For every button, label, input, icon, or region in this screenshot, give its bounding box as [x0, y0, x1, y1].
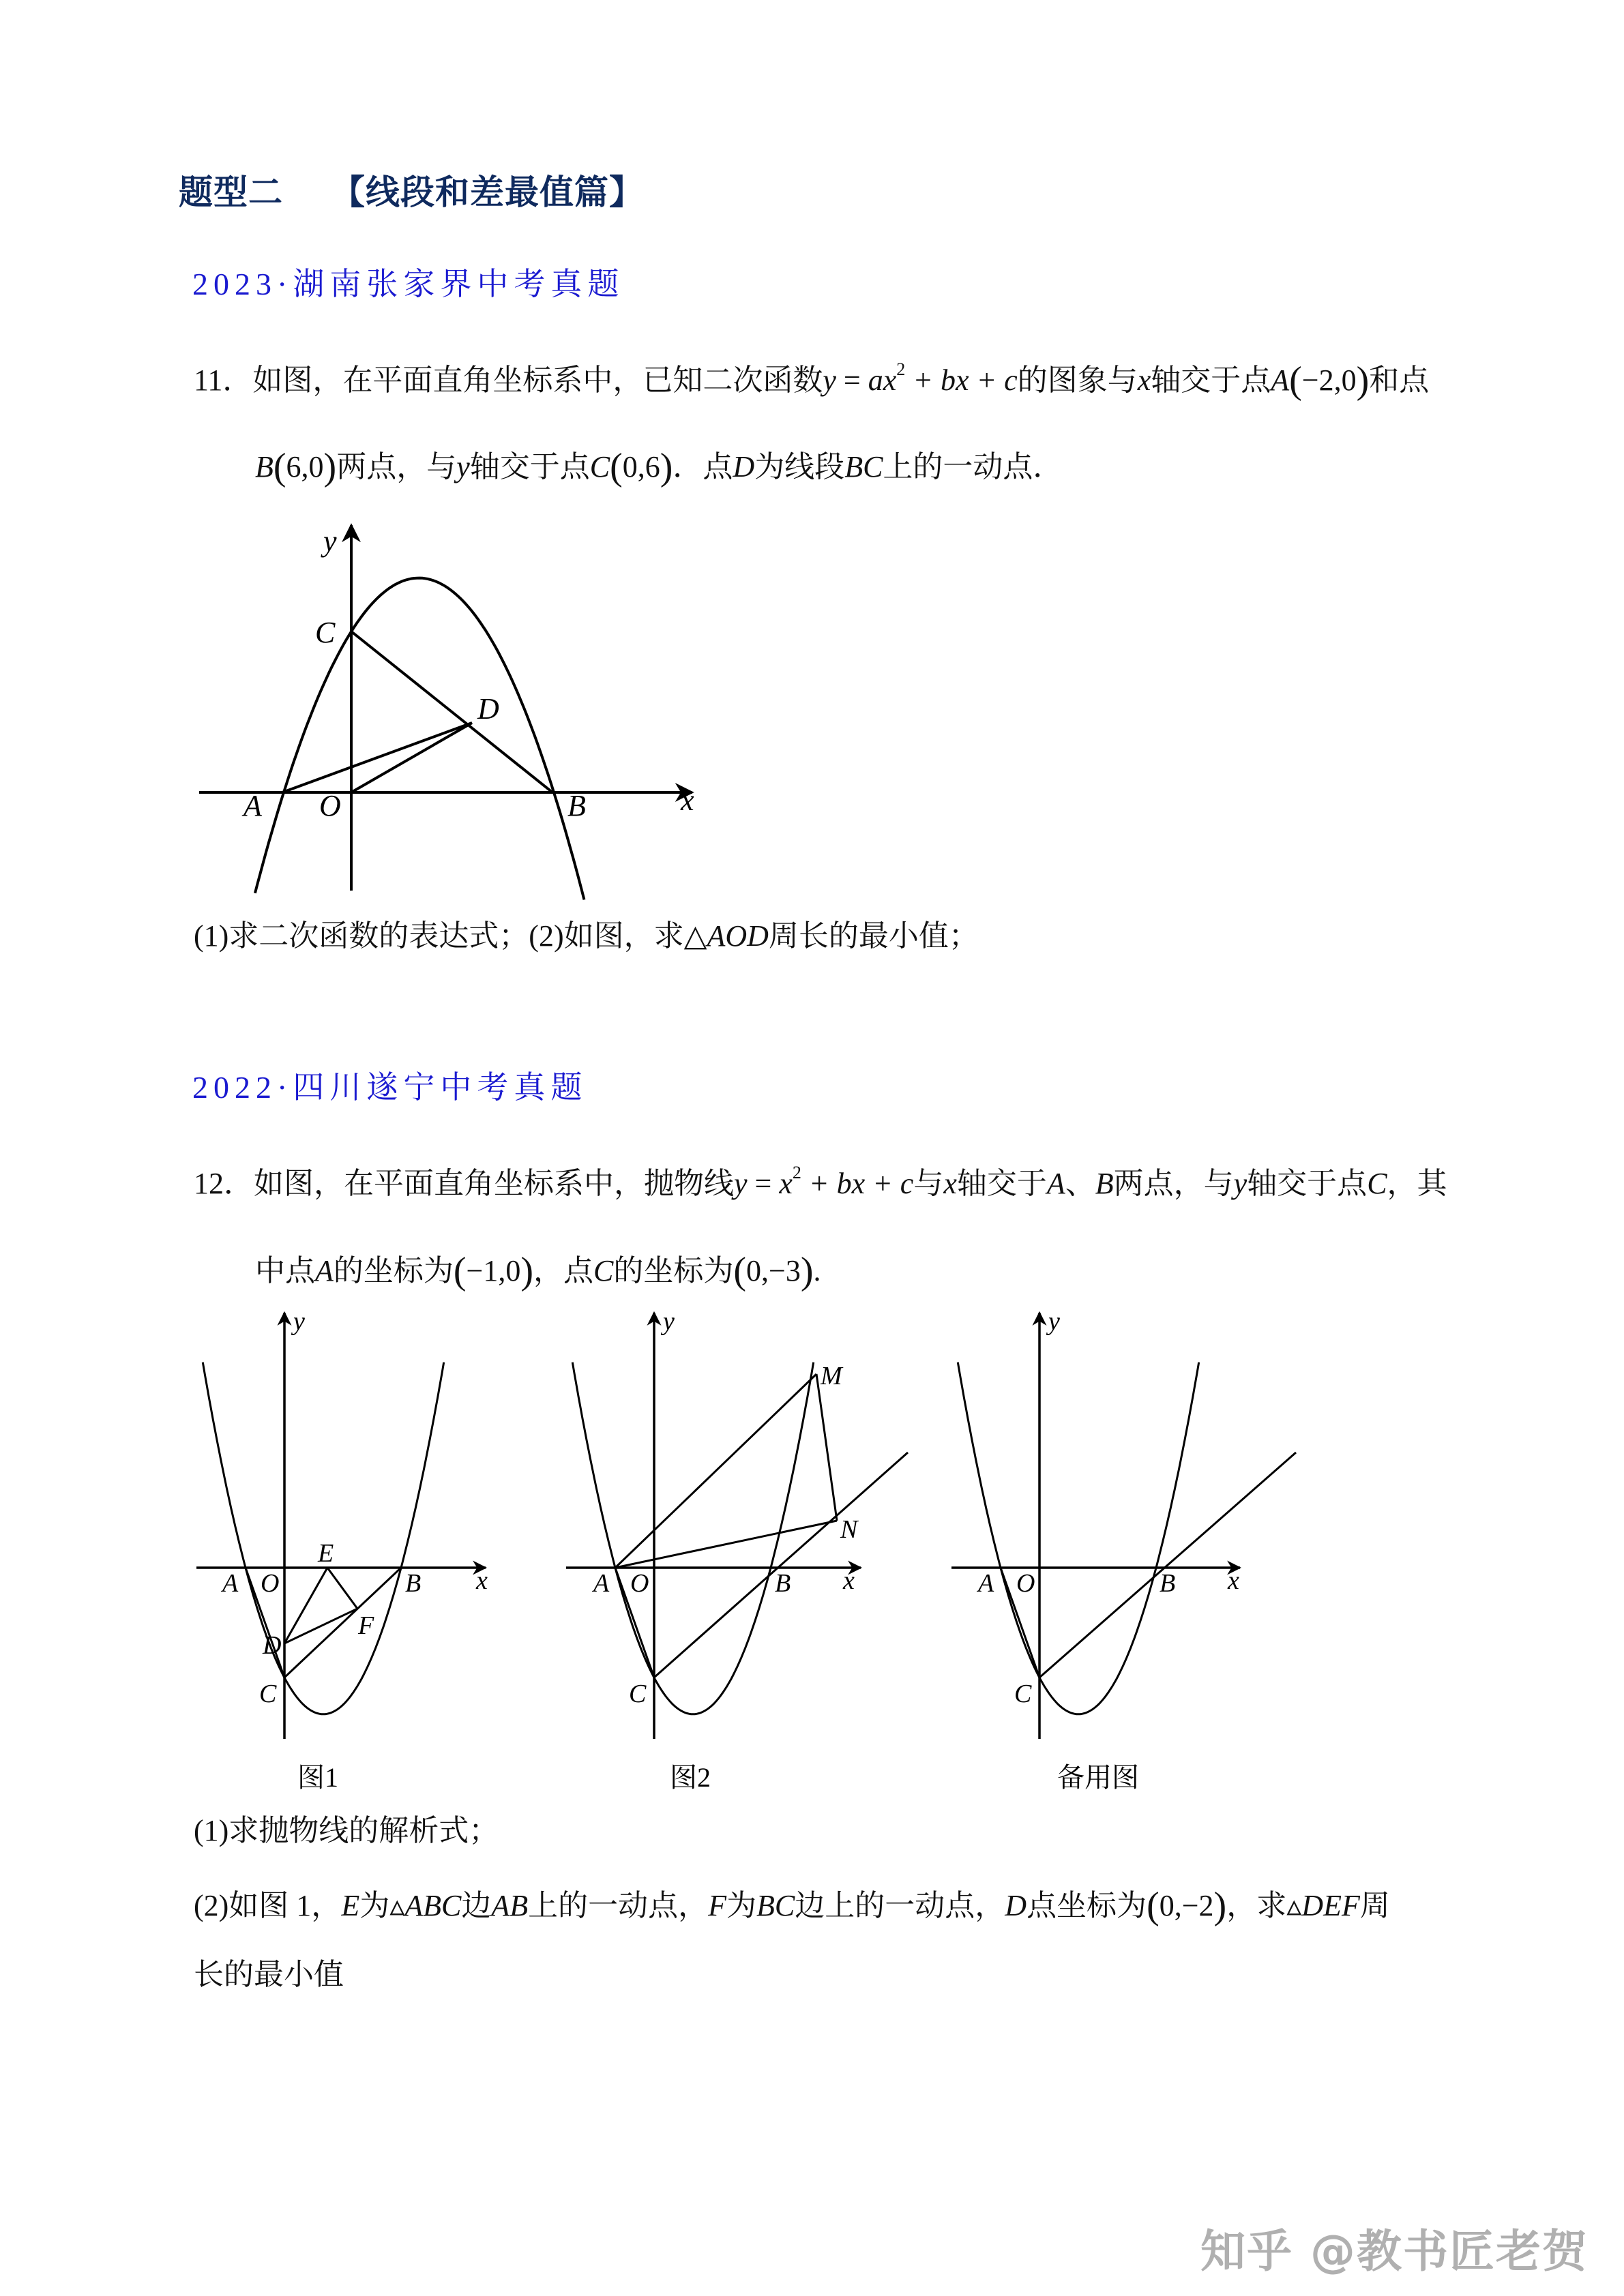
math-exponent: 2: [896, 359, 906, 379]
text: 上的一动点，: [528, 1889, 709, 1922]
paren-close: ): [660, 446, 673, 488]
math-equals: =: [747, 1167, 780, 1200]
point-A: A: [315, 1254, 334, 1287]
problem-11-source: 2023·湖南张家界中考真题: [192, 267, 625, 301]
label-B: B: [775, 1569, 791, 1598]
segment-BC: [284, 1568, 401, 1678]
label-O: O: [630, 1569, 649, 1598]
coord-A: −1,0: [466, 1254, 521, 1287]
label-D: D: [263, 1631, 282, 1660]
problem-11-figure: [0, 0, 1624, 955]
text: (1)求二次函数的表达式；(2)如图，求: [194, 919, 684, 953]
triangle-AOD: AOD: [707, 919, 769, 953]
label-B: B: [405, 1569, 422, 1598]
math-y: y: [1233, 1167, 1247, 1200]
section-type: 题型二: [179, 173, 283, 212]
text: 和点: [1369, 363, 1430, 397]
math-y: y: [823, 363, 836, 397]
text: 周长的最小值；: [768, 919, 979, 953]
math-y: y: [456, 450, 470, 483]
problem-12-source: 2022·四川遂宁中考真题: [192, 1070, 588, 1105]
math-y: y: [734, 1167, 748, 1200]
paren-open: (: [1289, 359, 1302, 402]
label-x: x: [476, 1566, 488, 1595]
math-ax: ax: [868, 363, 897, 397]
text: .: [813, 1254, 821, 1287]
coord-C: 0,−3: [746, 1254, 801, 1287]
text: ，求: [1226, 1889, 1287, 1922]
point-D: D: [733, 450, 755, 483]
label-y: y: [663, 1307, 675, 1336]
label-x: x: [843, 1566, 855, 1595]
text: 、: [1065, 1167, 1095, 1200]
label-y: y: [1048, 1307, 1060, 1336]
math-rest: + bx + c: [801, 1167, 914, 1200]
section-topic: 【线段和差最值篇】: [331, 173, 644, 212]
text: 的坐标为: [333, 1254, 454, 1287]
text: 中点: [255, 1254, 315, 1287]
label-A: A: [593, 1569, 610, 1598]
label-A: A: [222, 1569, 239, 1598]
segment-AB: AB: [491, 1889, 529, 1922]
text: 为: [359, 1889, 390, 1922]
paren-open: (: [610, 446, 623, 488]
label-E: E: [318, 1539, 334, 1568]
segment-AD: [282, 723, 472, 792]
triangle-ABC: ▵ABC: [389, 1889, 462, 1922]
paren-open: (: [453, 1250, 467, 1292]
math-x: x: [943, 1167, 957, 1200]
label-N: N: [840, 1515, 858, 1544]
label-y: y: [323, 524, 337, 558]
caption-figure-spare: 备用图: [1057, 1762, 1139, 1793]
problem-12-question-1: (1)求抛物线的解析式；: [194, 1814, 499, 1847]
point-A: A: [1046, 1167, 1065, 1200]
text: 为: [726, 1889, 757, 1922]
text: 与: [913, 1167, 944, 1200]
segment-AM: [615, 1374, 816, 1568]
text: ，其: [1387, 1167, 1447, 1200]
math-equals: =: [836, 363, 868, 397]
label-C: C: [629, 1680, 647, 1708]
label-A: A: [243, 789, 262, 822]
segment-BC: BC: [756, 1889, 795, 1922]
line-CB-extended: [654, 1452, 908, 1678]
figure-2: [566, 1307, 908, 1793]
problem-12-line-1: [194, 1163, 1447, 1204]
text: 两点，与: [336, 450, 457, 483]
point-C: C: [593, 1254, 614, 1287]
triangle-symbol: △: [683, 919, 707, 953]
label-A: A: [978, 1569, 994, 1598]
text: 周: [1359, 1889, 1390, 1922]
math-x: x: [779, 1167, 793, 1200]
problem-number: 12．: [194, 1167, 254, 1200]
label-O: O: [261, 1569, 280, 1598]
paren-open: (: [273, 446, 286, 488]
point-D: D: [1005, 1889, 1027, 1922]
text: 边上的一动点，: [795, 1889, 1005, 1922]
text: 上的一动点．: [883, 450, 1063, 483]
math-exponent: 2: [792, 1163, 801, 1182]
parabola: [572, 1362, 813, 1714]
text: 点坐标为: [1027, 1889, 1147, 1922]
math-x: x: [1137, 363, 1151, 397]
paren-close: ): [520, 1250, 534, 1292]
problem-12-question-2: [194, 1885, 1390, 1926]
triangle-DEF: ▵DEF: [1286, 1889, 1360, 1922]
label-x: x: [681, 784, 694, 817]
label-D: D: [477, 692, 499, 726]
watermark: 知乎 @教书匠老贺: [1200, 2225, 1589, 2278]
coord-B: 6,0: [286, 450, 324, 483]
coord-C: 0,6: [622, 450, 660, 483]
text: 为线段: [754, 450, 845, 483]
coord-D: 0,−2: [1159, 1889, 1214, 1922]
label-C: C: [1014, 1680, 1032, 1708]
coord-A: −2,0: [1301, 363, 1357, 397]
problem-12-figures: [0, 1282, 1624, 1814]
problem-11-questions: [194, 916, 979, 957]
segment-OD: [351, 723, 472, 792]
label-F: F: [358, 1611, 374, 1640]
label-M: M: [821, 1362, 842, 1390]
text: ．点: [673, 450, 733, 483]
point-B: B: [1095, 1167, 1114, 1200]
segment-BC: BC: [844, 450, 883, 483]
segment-MN: [816, 1374, 837, 1521]
label-B: B: [1160, 1569, 1176, 1598]
text: 轴交于点: [1247, 1167, 1368, 1200]
text: 如图，在平面直角坐标系中，抛物线: [254, 1167, 734, 1200]
problem-number: 11．: [194, 363, 253, 397]
label-C: C: [259, 1680, 277, 1708]
figure-1: [196, 1307, 488, 1793]
parabola: [958, 1362, 1198, 1714]
point-C: C: [1367, 1167, 1387, 1200]
caption-figure-2: 图2: [670, 1762, 711, 1793]
paren-close: ): [323, 446, 337, 488]
line-CB-extended: [1039, 1452, 1296, 1678]
point-E: E: [341, 1889, 360, 1922]
label-C: C: [315, 616, 336, 649]
point-A: A: [1271, 363, 1290, 397]
label-x: x: [1228, 1566, 1239, 1595]
problem-12-question-2-cont: 长的最小值: [194, 1958, 344, 1991]
text: 轴交于点: [1151, 363, 1271, 397]
parabola: [203, 1362, 443, 1714]
math-rest: + bx + c: [905, 363, 1018, 397]
text: 轴交于: [956, 1167, 1047, 1200]
text: (2)如图 1，: [194, 1889, 342, 1922]
label-y: y: [293, 1307, 305, 1336]
text: 两点，与: [1113, 1167, 1234, 1200]
paren-open: (: [733, 1250, 747, 1292]
paren-close: ): [800, 1250, 814, 1292]
segment-EF: [327, 1568, 357, 1609]
figure-spare: [951, 1307, 1296, 1793]
text: 轴交于点: [469, 450, 590, 483]
parabola: [255, 578, 585, 900]
point-B: B: [255, 450, 274, 483]
label-O: O: [1016, 1569, 1035, 1598]
text: 边: [461, 1889, 492, 1922]
point-F: F: [708, 1889, 727, 1922]
paren-close: ): [1213, 1885, 1227, 1927]
paren-open: (: [1147, 1885, 1160, 1927]
text: ，点: [533, 1254, 594, 1287]
paren-close: ): [1356, 359, 1370, 402]
caption-figure-1: 图1: [297, 1762, 338, 1793]
text: 的坐标为: [613, 1254, 734, 1287]
label-B: B: [567, 789, 586, 822]
label-O: O: [319, 789, 341, 822]
point-C: C: [589, 450, 610, 483]
segment-CB: [351, 631, 552, 792]
text: 的图象与: [1017, 363, 1138, 397]
text: 如图，在平面直角坐标系中，已知二次函数: [252, 363, 823, 397]
